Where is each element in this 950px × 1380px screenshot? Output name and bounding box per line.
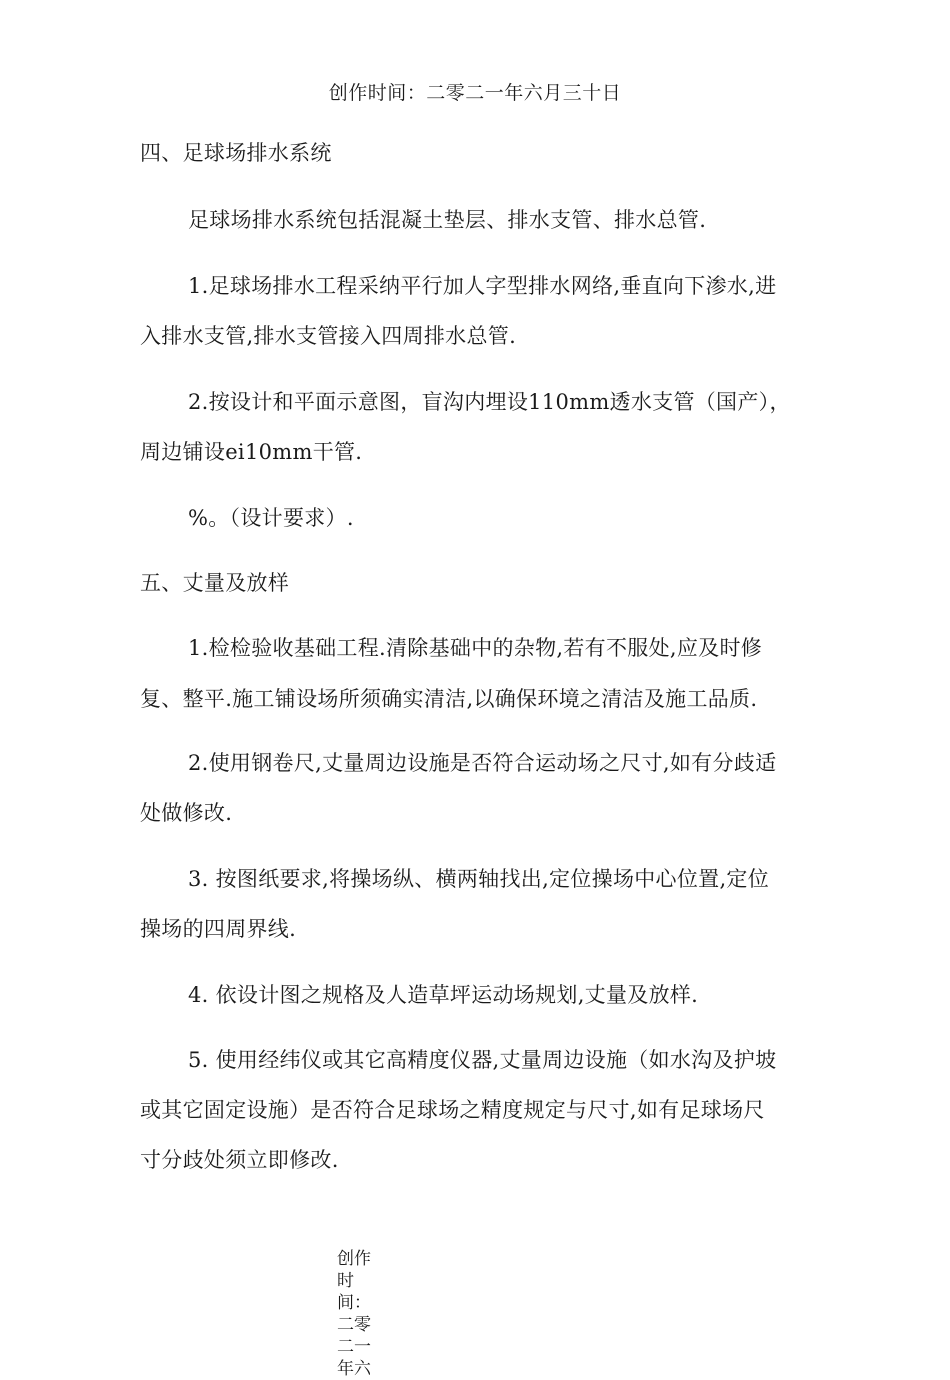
- section-5-item-3-line-2: 操场的四周界线.: [140, 917, 297, 941]
- section-5-item-5-line-1: 5. 使用经纬仪或其它高精度仪器,丈量周边设施（如水沟及护坡: [188, 1048, 777, 1072]
- section-4-intro: 足球场排水系统包括混凝土垫层、排水支管、排水总管.: [188, 208, 707, 232]
- section-4-item-1-line-1: 1.足球场排水工程采纳平行加人字型排水网络,垂直向下渗水,进: [188, 274, 777, 298]
- section-5-item-2-line-1: 2.使用钢卷尺,丈量周边设施是否符合运动场之尺寸,如有分歧适: [188, 751, 777, 775]
- section-4-item-3: %。（设计要求）.: [188, 506, 354, 530]
- section-4-item-1-line-2: 入排水支管,排水支管接入四周排水总管.: [140, 324, 517, 348]
- section-5-item-2-line-2: 处做修改.: [140, 801, 233, 825]
- section-5-item-1-line-2: 复、整平.施工铺设场所须确实清洁,以确保环境之清洁及施工品质.: [140, 687, 758, 711]
- creation-time-footer: 创作时间：二零二一年六: [337, 1249, 371, 1379]
- section-5-item-4: 4. 依设计图之规格及人造草坪运动场规划,丈量及放样.: [188, 983, 699, 1007]
- creation-time-header: 创作时间：二零二一年六月三十日: [328, 82, 622, 104]
- section-5-item-5-line-2: 或其它固定设施）是否符合足球场之精度规定与尺寸,如有足球场尺: [140, 1098, 765, 1122]
- section-5-title: 五、丈量及放样: [140, 571, 290, 595]
- section-4-title: 四、足球场排水系统: [140, 141, 332, 165]
- section-4-item-2-line-2: 周边铺设ei10mm干管.: [140, 440, 363, 464]
- section-5-item-3-line-1: 3. 按图纸要求,将操场纵、横两轴找出,定位操场中心位置,定位: [188, 867, 770, 891]
- section-4-item-2-line-1: 2.按设计和平面示意图，盲沟内埋设110mm透水支管（国产），: [188, 390, 791, 414]
- section-5-item-5-line-3: 寸分歧处须立即修改.: [140, 1148, 339, 1172]
- section-5-item-1-line-1: 1.检检验收基础工程.清除基础中的杂物,若有不服处,应及时修: [188, 636, 763, 660]
